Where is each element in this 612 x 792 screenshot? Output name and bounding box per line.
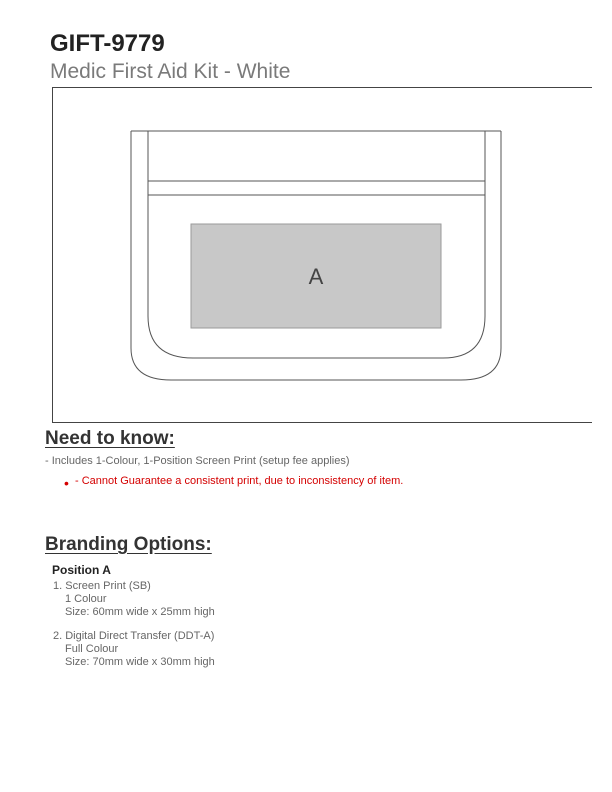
option-size: Size: 70mm wide x 30mm high bbox=[65, 656, 215, 668]
option-colour: 1 Colour bbox=[65, 593, 107, 605]
need-to-know-heading: Need to know: bbox=[45, 428, 175, 449]
branding-option-2 bbox=[53, 630, 215, 669]
option-title: 1. Screen Print (SB) bbox=[53, 580, 151, 592]
warning-text: - Cannot Guarantee a consistent print, due to inconsistency of item. bbox=[75, 475, 404, 487]
position-a-title: Position A bbox=[52, 563, 111, 577]
option-title: 2. Digital Direct Transfer (DDT-A) bbox=[53, 630, 215, 642]
option-size: Size: 60mm wide x 25mm high bbox=[65, 606, 215, 618]
warning-bullet: • bbox=[64, 475, 69, 491]
product-code: GIFT-9779 bbox=[50, 30, 165, 57]
included-print-note: - Includes 1-Colour, 1-Position Screen Print (setup fee applies) bbox=[45, 455, 350, 467]
product-name: Medic First Aid Kit - White bbox=[50, 60, 291, 83]
print-area-label: A bbox=[308, 264, 324, 289]
first-aid-kit-outline bbox=[53, 88, 593, 424]
product-diagram bbox=[52, 87, 592, 423]
branding-option-1 bbox=[53, 580, 215, 619]
option-colour: Full Colour bbox=[65, 643, 119, 655]
branding-options-heading: Branding Options: bbox=[45, 534, 212, 555]
